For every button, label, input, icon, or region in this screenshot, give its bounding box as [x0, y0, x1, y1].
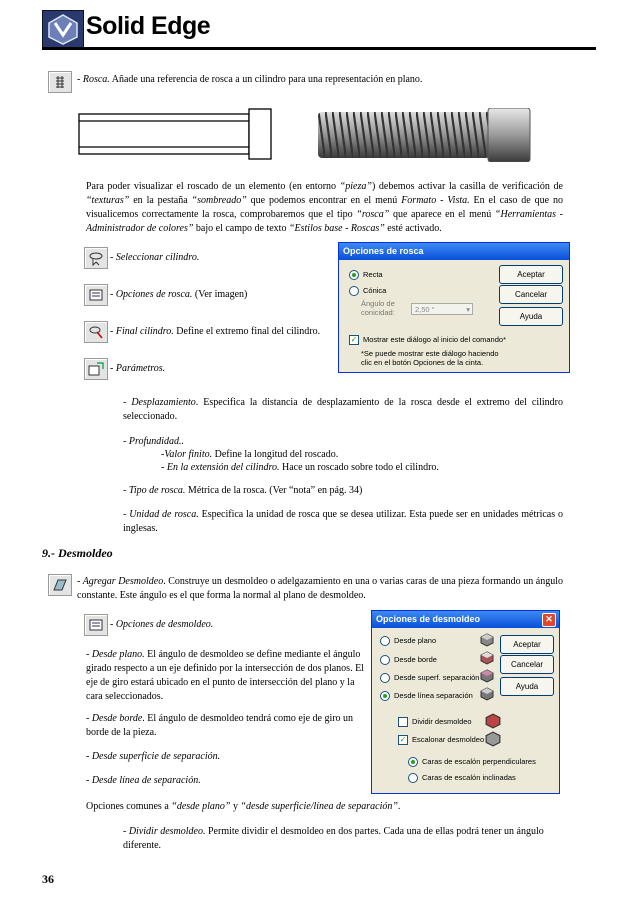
select-cylinder-label: - Seleccionar cilindro.: [110, 252, 200, 263]
radio-inclinadas[interactable]: [408, 773, 516, 783]
param-ext-desc: Hace un roscado sobre todo el cilindro.: [279, 462, 439, 473]
step-draft-checkbox[interactable]: ✓ Escalonar desmoldeo: [399, 735, 485, 745]
param-desplazamiento-desc: . Especifica la distancia de desplazamiento de la rosca desde el extremo del cilindro seleccionado.: [123, 397, 563, 422]
param-profundidad: - Profundidad..: [123, 436, 185, 447]
textures-paragraph-run: bajo el campo de texto: [193, 223, 289, 234]
taper-angle-select[interactable]: [411, 303, 473, 315]
thread-accept-button[interactable]: Aceptar: [499, 265, 563, 284]
show-dialog-checkbox[interactable]: ✓ Mostrar este diálogo al inicio del comando*: [350, 335, 506, 345]
thread-options-dialog: [338, 242, 570, 373]
radio-perpendiculares-label: Caras de escalón perpendiculares: [422, 757, 536, 766]
param-tipo-desc: Métrica de la rosca. (Ver “nota” en pág. 34): [185, 485, 363, 496]
draft-comunes-c: y: [230, 801, 241, 812]
draft-description: [77, 575, 563, 603]
draft-options-dialog: [371, 610, 560, 794]
draft-desde-borde: [86, 712, 368, 740]
draft-cancel-button[interactable]: Cancelar: [500, 655, 554, 674]
rosca-desc: Añade una referencia de rosca a un cilindro para una representación en plano.: [109, 74, 423, 85]
radio-desde-borde-label: Desde borde: [394, 655, 437, 664]
thread-dialog-title: [339, 243, 569, 260]
radio-desde-plano[interactable]: [380, 636, 436, 646]
textures-paragraph-run: Formato - Vista.: [401, 195, 470, 206]
draft-dividir-term: - Dividir desmoldeo.: [123, 826, 206, 837]
split-draft-label: Dividir desmoldeo: [412, 717, 472, 726]
rosca-tool-icon[interactable]: [48, 71, 72, 93]
draft-borde-desc: . El ángulo de desmoldeo tendrá como eje de giro un borde de la pieza.: [86, 713, 354, 738]
param-ext-term: - En la extensión del cilindro.: [161, 462, 280, 473]
draft-superficie: - Desde superficie de separación.: [86, 751, 221, 762]
radio-desde-plano-label: Desde plano: [394, 636, 437, 645]
textures-paragraph-run: ) debemos activar la casilla de verificación de: [371, 181, 563, 192]
draft-comunes-a: Opciones comunes a: [86, 801, 172, 812]
solid-edge-logo-icon: [42, 10, 84, 48]
textures-paragraph-run: que aparece en el menú: [389, 209, 495, 220]
draft-dialog-title-text: Opciones de desmoldeo: [376, 614, 481, 624]
draft-desde-plano: [86, 648, 368, 704]
cylinder-plan-drawing: [78, 108, 272, 160]
draft-term: - Agregar Desmoldeo: [77, 576, 164, 587]
radio-recta[interactable]: [349, 270, 383, 280]
thread-help-button[interactable]: Ayuda: [499, 307, 563, 326]
thread-dialog-title-text: Opciones de rosca: [343, 246, 424, 256]
thread-cancel-button[interactable]: Cancelar: [499, 285, 563, 304]
show-dialog-label: Mostrar este diálogo al inicio del comando*: [363, 335, 506, 344]
rosca-term: - Rosca.: [77, 74, 110, 85]
draft-comunes-e: .: [397, 801, 401, 812]
textures-paragraph-run: “texturas”: [86, 195, 130, 206]
parameters-icon[interactable]: [84, 358, 108, 380]
split-draft-checkbox[interactable]: [398, 717, 472, 727]
select-cylinder-icon[interactable]: [84, 247, 108, 269]
draft-plano-desc: El ángulo de desmoldeo se define mediante el ángulo girado respecto a un eje definido por la intersección de dos planos. El eje de giro estará ubicado en el punto de intersección del plano y la cara seleccionados.: [86, 649, 364, 702]
radio-desde-borde[interactable]: [380, 655, 437, 665]
final-cylinder-desc: Define el extremo final del cilindro.: [173, 326, 321, 337]
draft-comunes: [86, 800, 400, 814]
parameters-label: - Parámetros.: [110, 363, 166, 374]
radio-desde-superficie[interactable]: [380, 673, 479, 683]
param-valor-desc: Define la longitud del roscado.: [212, 449, 339, 460]
taper-angle-value: 2,50 °: [415, 305, 435, 314]
textures-paragraph-run: en la pestaña: [129, 195, 192, 206]
thread-options-term: - Opciones de rosca.: [110, 289, 193, 300]
draft-options-icon[interactable]: [84, 614, 108, 636]
cube-superficie-icon: [480, 669, 494, 683]
draft-desc: . Construye un desmoldeo o adelgazamiento en una o varias caras de una pieza formando un ángulo constante. Este ángulo es el que forma la normal al plano de desmoldeo.: [77, 576, 563, 601]
section-heading: 9.- Desmoldeo: [42, 546, 113, 560]
cube-escalonar-icon: [484, 731, 502, 747]
cube-plano-icon: [480, 633, 494, 647]
thread-dialog-note: *Se puede mostrar este diálogo haciendo clic en el botón Opciones de la cinta.: [361, 349, 499, 367]
draft-options-label: - Opciones de desmoldeo.: [110, 619, 214, 630]
threaded-bolt-image: [318, 108, 532, 162]
textures-paragraph-run: que podemos encontrar en el menú: [246, 195, 402, 206]
page-number: 36: [42, 872, 54, 886]
cube-linea-icon: [480, 687, 494, 701]
cube-dividir-icon: [484, 713, 502, 729]
param-unidad-term: - Unidad de rosca.: [123, 509, 199, 520]
chevron-down-icon: ▾: [466, 305, 470, 314]
textures-paragraph: [86, 180, 563, 236]
close-icon[interactable]: ✕: [542, 613, 556, 627]
textures-paragraph-run: Para poder visualizar el roscado de un elemento (en entorno: [86, 181, 340, 192]
radio-conica-label: Cónica: [363, 286, 387, 295]
final-cylinder-icon[interactable]: [84, 321, 108, 343]
final-cylinder-term: - Final cilindro.: [110, 326, 174, 337]
final-cylinder-text: [110, 325, 320, 339]
param-valor-term: -Valor finito.: [161, 449, 213, 460]
textures-paragraph-run: “Estilos base - Roscas”: [288, 223, 385, 234]
textures-paragraph-run: En el caso de que no visualicemos correctamente la rosca, comprobaremos que el tipo: [86, 195, 563, 220]
radio-recta-label: Recta: [363, 270, 383, 279]
radio-desde-superficie-label: Desde superf. separación: [394, 673, 480, 682]
textures-paragraph-run: “rosca”: [356, 209, 390, 220]
param-tipo-term: - Tipo de rosca.: [123, 485, 186, 496]
param-extension: [161, 461, 439, 475]
draft-borde-term: - Desde borde: [86, 713, 143, 724]
rosca-description: [77, 73, 597, 87]
taper-angle-label: Ángulo de conicidad:: [361, 299, 395, 317]
thread-options-desc: (Ver imagen): [192, 289, 248, 300]
radio-desde-linea[interactable]: [380, 691, 473, 701]
textures-paragraph-run: “Herramientas - Administrador de colores”: [86, 209, 563, 234]
cube-borde-icon: [480, 651, 494, 665]
draft-help-button[interactable]: Ayuda: [500, 677, 554, 696]
draft-accept-button[interactable]: Aceptar: [500, 635, 554, 654]
draft-comunes-d: “desde superficie/línea de separación”: [240, 801, 398, 812]
textures-paragraph-run: “pieza”: [339, 181, 372, 192]
step-draft-label: Escalonar desmoldeo: [412, 735, 485, 744]
draft-dividir: [123, 825, 563, 853]
param-desplazamiento-term: - Desplazamiento: [123, 397, 196, 408]
radio-conica[interactable]: [349, 286, 386, 296]
draft-linea: - Desde línea de separación.: [86, 775, 201, 786]
radio-desde-linea-label: Desde línea separación: [394, 691, 473, 700]
param-valor-finito: [161, 448, 338, 462]
textures-paragraph-run: “sombreado”: [191, 195, 247, 206]
draft-tool-icon[interactable]: [48, 574, 72, 596]
header-rule: [42, 47, 596, 50]
radio-perpendiculares[interactable]: [408, 757, 536, 767]
draft-plano-term: - Desde plano.: [86, 649, 145, 660]
thread-options-icon[interactable]: [84, 284, 108, 306]
draft-dividir-desc: Permite dividir el desmoldeo en dos partes. Cada una de ellas podrá tener un ángulo diferente.: [123, 826, 544, 851]
param-unidad: [123, 508, 563, 536]
radio-inclinadas-label: Caras de escalón inclinadas: [422, 773, 516, 782]
param-unidad-desc: Especifica la unidad de rosca que se desea utilizar. Esta puede ser en unidades métricas o inglesas.: [123, 509, 564, 534]
draft-dialog-title: [372, 611, 559, 628]
textures-paragraph-run: esté activado.: [384, 223, 442, 234]
thread-options-text: [110, 288, 247, 302]
param-desplazamiento: [123, 396, 563, 424]
param-tipo-rosca: [123, 484, 362, 498]
draft-comunes-b: “desde plano”: [171, 801, 231, 812]
brand-title: Solid Edge: [86, 12, 211, 40]
